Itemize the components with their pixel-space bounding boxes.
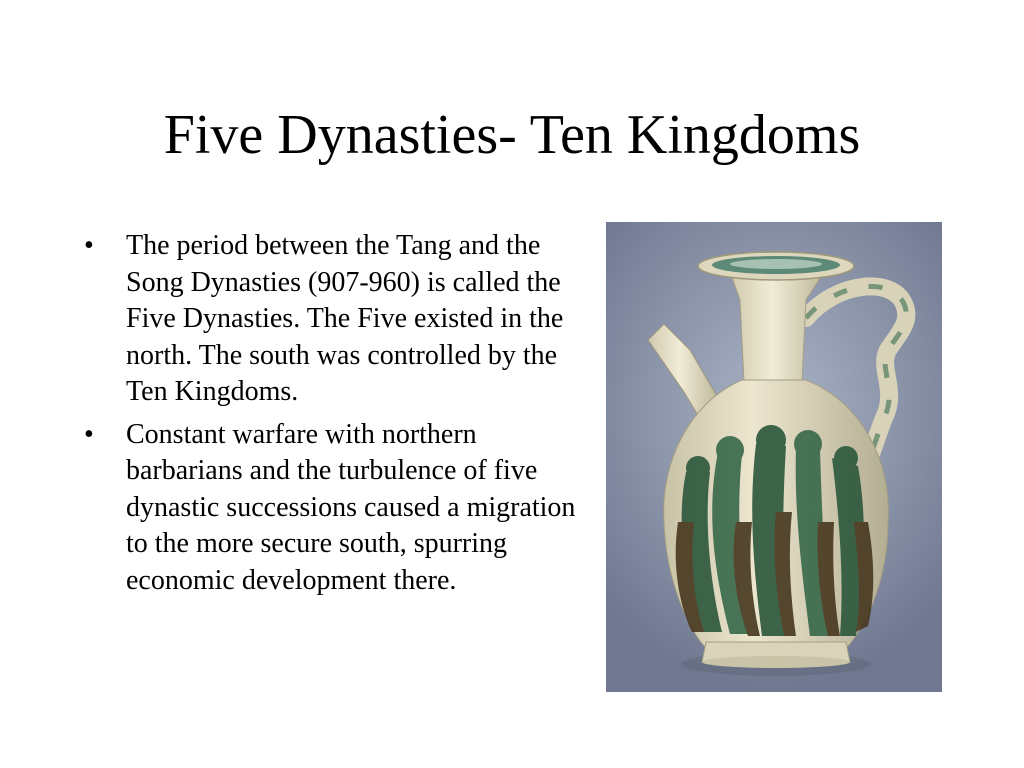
bullet-text: Constant warfare with northern barbarians and the turbulence of five dynastic successions caused a migration to the more secure south, spurring economic development there. [126,418,576,596]
bullet-text: The period between the Tang and the Song Dynasties (907-960) is called the Five Dynasties. The Five existed in the north. The south was controlled by the Ten Kingdoms. [126,230,564,407]
ewer-neck [730,272,824,382]
slide-title: Five Dynasties- Ten Kingdoms [163,104,861,166]
bullet-list [84,228,584,605]
ewer-photo [606,222,942,692]
bullet-item [84,228,584,411]
bullet-item [84,417,584,600]
bullet-dot: • [84,418,94,450]
bullet-dot: • [84,230,94,261]
ewer-illustration [606,222,942,692]
